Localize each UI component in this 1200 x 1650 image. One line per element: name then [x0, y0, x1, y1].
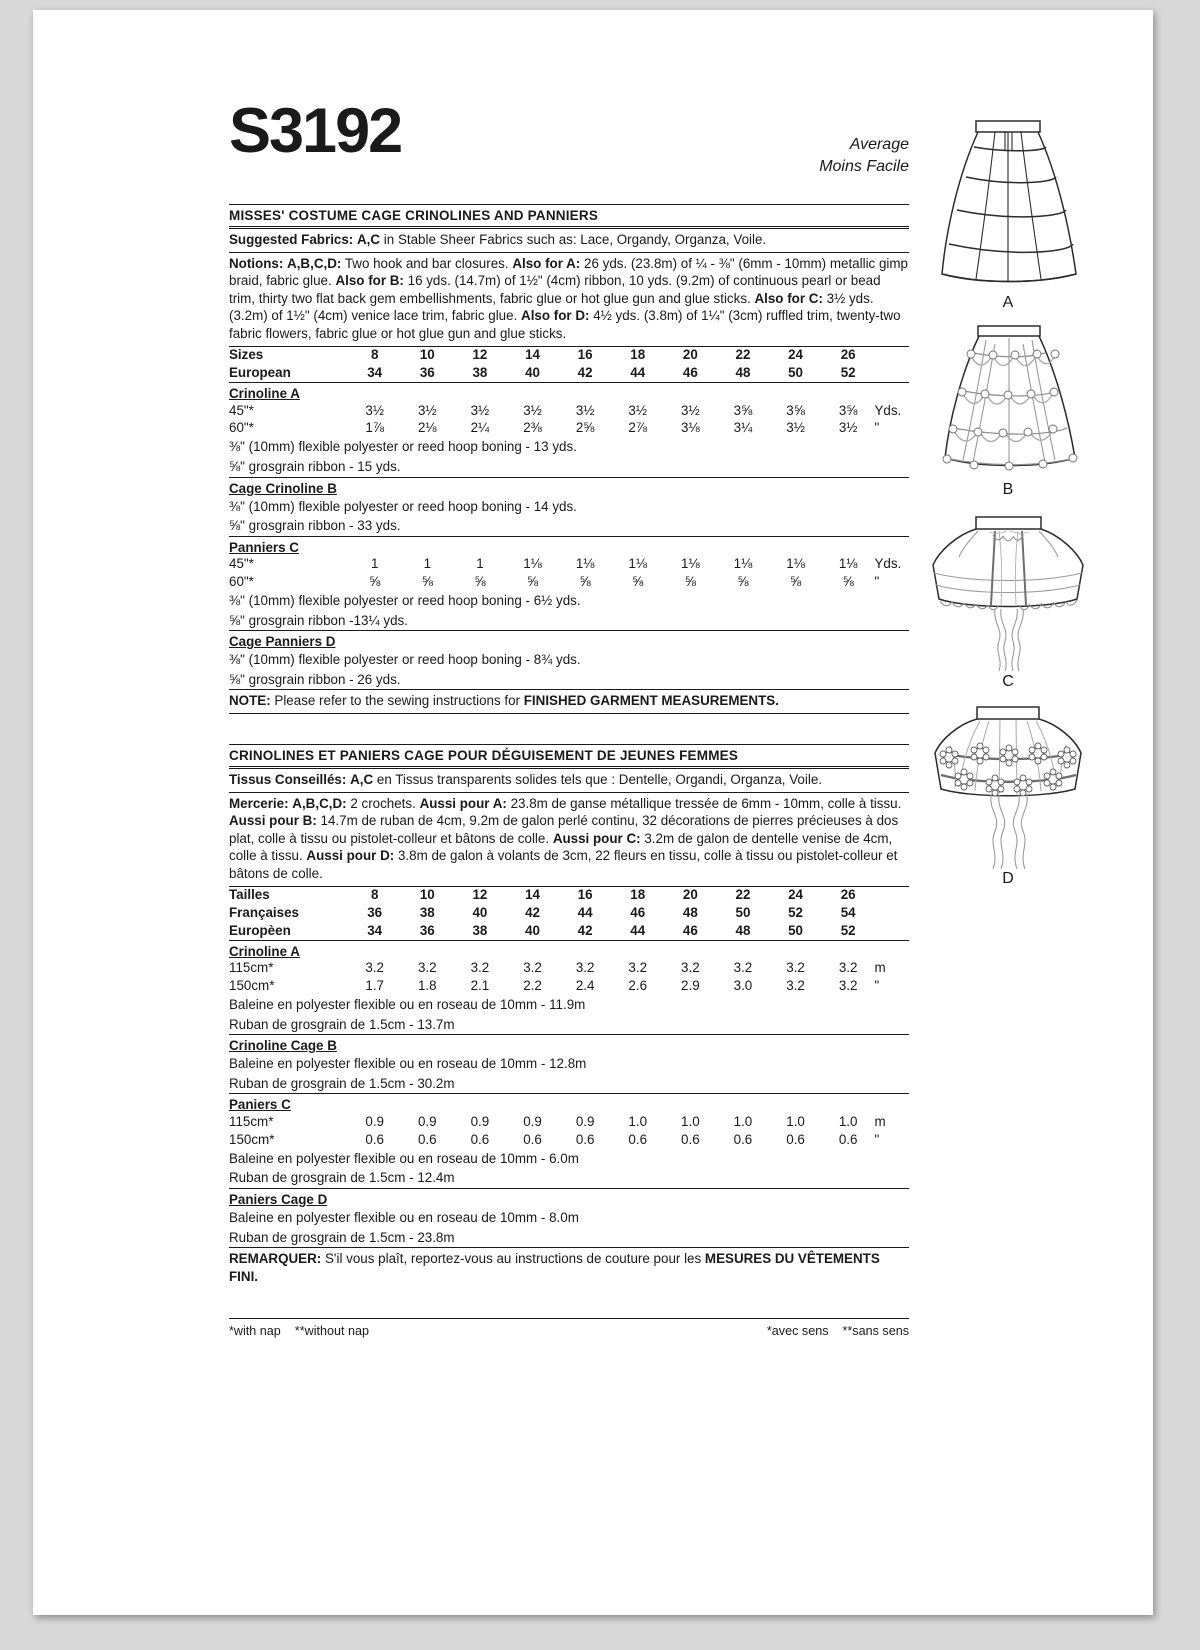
- row-value: 2.2: [523, 977, 542, 993]
- french-suggested-fabrics: [229, 769, 909, 792]
- row-value: 3.2: [786, 977, 805, 993]
- row-value: 22: [735, 887, 751, 903]
- row-label: European: [229, 364, 291, 380]
- row-value: 46: [682, 922, 698, 938]
- row-unit: [874, 364, 909, 382]
- row-value: 3½: [523, 402, 542, 418]
- row-value: 2⅛: [417, 420, 437, 436]
- row-value: 48: [735, 922, 751, 938]
- fabrics-views: A,C: [350, 772, 374, 788]
- notions-d-label: Aussi pour D:: [306, 848, 395, 864]
- row-value: 42: [577, 364, 593, 380]
- yardage-group: [229, 1189, 909, 1247]
- yardage-group: [229, 537, 909, 631]
- row-value: 44: [630, 922, 646, 938]
- group-title: Paniers Cage D: [229, 1191, 328, 1207]
- view-c: [913, 505, 1103, 691]
- row-value: 50: [788, 922, 804, 938]
- row-value: 3.2: [681, 960, 700, 976]
- row-value: 0.6: [786, 1131, 805, 1147]
- cage-crinoline-b-icon: [923, 318, 1093, 483]
- row-value: 2⅜: [523, 420, 542, 436]
- row-value: 14: [525, 347, 540, 363]
- row-value: 1.0: [838, 1114, 858, 1129]
- row-unit: [874, 347, 909, 365]
- group-note: Ruban de grosgrain de 1.5cm - 12.4m: [229, 1170, 455, 1186]
- row-value: 38: [472, 922, 488, 938]
- notions-c-label: Also for C:: [754, 290, 823, 306]
- notions-views: A,B,C,D:: [287, 255, 342, 271]
- notions-text: Two hook and bar closures.: [344, 255, 509, 271]
- group-title: Crinoline A: [229, 943, 300, 959]
- yardage-group: [229, 941, 909, 1035]
- yardage-group: [229, 631, 909, 689]
- french-size-table: [229, 887, 909, 940]
- row-value: 38: [472, 364, 488, 380]
- row-value: 0.6: [575, 1131, 595, 1147]
- row-value: 0.6: [628, 1131, 648, 1147]
- row-value: ⅝: [474, 573, 486, 589]
- group-title: Paniers C: [229, 1097, 291, 1113]
- notions-a-label: Also for A:: [512, 255, 581, 271]
- notions-d-text: 4½ yds. (3.8m) of 1¼" (3cm) ruffled trim, twenty-two fabric flowers, fabric glue or hot glue gun and glue sticks.: [229, 308, 901, 341]
- notions-a-text: 23.8m de ganse métallique tressée de 6mm - 10mm, colle à tissu.: [510, 795, 902, 811]
- row-value: 1: [370, 556, 379, 572]
- row-unit: [874, 887, 909, 905]
- row-unit: Yds.: [874, 556, 902, 572]
- notions-d-label: Also for D:: [521, 308, 590, 324]
- notions-text: 2 crochets.: [350, 795, 416, 811]
- measurement-row: [229, 402, 909, 420]
- row-value: 1.0: [733, 1114, 753, 1129]
- french-title: CRINOLINES ET PANIERS CAGE POUR DÉGUISEMENT DE JEUNES FEMMES: [229, 748, 739, 764]
- french-note: [229, 1248, 909, 1288]
- row-value: 36: [367, 904, 383, 920]
- row-value: 34: [367, 922, 383, 938]
- row-value: 48: [682, 904, 698, 920]
- row-value: 3.2: [628, 960, 648, 976]
- english-yardage-groups: [229, 382, 909, 690]
- row-label: 115cm*: [229, 1114, 274, 1129]
- row-value: 16: [577, 887, 593, 903]
- row-value: 0.9: [470, 1114, 490, 1129]
- group-note: Baleine en polyester flexible ou en roseau de 10mm - 11.9m: [229, 997, 586, 1013]
- notions-b-text: 14.7m de ruban de 4cm, 9.2m de galon perlé continu, 32 décorations de pierres précieuses à dos plat, colle à tissu ou pistolet-colleur et bâtons de colle.: [229, 813, 899, 846]
- row-value: 48: [735, 364, 751, 380]
- row-value: 3½: [417, 402, 437, 418]
- row-value: 0.6: [417, 1131, 437, 1147]
- notions-b-text: 16 yds. (14.7m) of 1½" (4cm) ribbon, 10 yds. (9.2m) of continuous pearl or bead trim, thirty two flat back gem embellishments, fabric glue or hot glue gun and glue sticks.: [229, 273, 881, 306]
- row-value: 2⅞: [628, 420, 648, 436]
- measurement-row: [229, 922, 909, 940]
- row-value: 12: [472, 887, 488, 903]
- row-unit: [874, 904, 909, 922]
- pattern-envelope-back: [33, 10, 1153, 1615]
- row-value: 1⅛: [575, 556, 595, 572]
- yardage-table: [229, 402, 909, 437]
- row-value: 34: [367, 364, 383, 380]
- measurement-row: [229, 1131, 909, 1149]
- row-value: 3.2: [365, 960, 384, 976]
- row-value: 2¼: [470, 420, 490, 436]
- difficulty-french: Moins Facile: [819, 157, 909, 175]
- row-value: 40: [525, 364, 540, 380]
- view-b: [913, 318, 1103, 499]
- row-value: ⅝: [369, 573, 381, 589]
- view-illustrations: [913, 106, 1103, 894]
- row-value: 24: [788, 347, 804, 363]
- row-value: 3.2: [523, 960, 542, 976]
- row-value: 3⅝: [786, 402, 805, 418]
- group-title: Crinoline Cage B: [229, 1038, 337, 1054]
- row-value: ⅝: [579, 573, 591, 589]
- row-label: 60"*: [229, 420, 254, 436]
- notions-a-label: Aussi pour A:: [419, 795, 507, 811]
- row-value: 3.2: [575, 960, 595, 976]
- group-note: Ruban de grosgrain de 1.5cm - 13.7m: [229, 1016, 455, 1032]
- measurement-row: [229, 977, 909, 995]
- row-value: 2.9: [681, 977, 700, 993]
- notions-a-text: 26 yds. (23.8m) of ¼ - ⅜" (6mm - 10mm) metallic gimp braid, fabric glue.: [229, 255, 908, 289]
- row-value: 2⅝: [575, 420, 595, 436]
- row-value: 3.2: [838, 977, 858, 993]
- row-value: 3¼: [733, 420, 753, 436]
- group-note: Baleine en polyester flexible ou en roseau de 10mm - 6.0m: [229, 1150, 579, 1166]
- yardage-table: [229, 556, 909, 591]
- measurement-row: [229, 887, 909, 905]
- row-value: 1⅛: [523, 556, 542, 572]
- row-unit: ": [874, 1131, 880, 1147]
- view-c-letter: C: [1002, 673, 1014, 690]
- row-value: 18: [630, 347, 646, 363]
- row-value: 0.9: [523, 1114, 542, 1129]
- group-note: Baleine en polyester flexible ou en roseau de 10mm - 8.0m: [229, 1209, 579, 1225]
- yardage-group: [229, 1035, 909, 1093]
- english-note: [229, 690, 909, 713]
- group-title: Cage Crinoline B: [229, 480, 337, 496]
- row-value: 3⅝: [733, 402, 753, 418]
- row-value: 2.1: [470, 977, 490, 993]
- panniers-c-icon: [919, 505, 1097, 675]
- group-note: ⅝" grosgrain ribbon -13¼ yds.: [229, 612, 408, 628]
- french-yardage-groups: [229, 940, 909, 1248]
- row-value: 24: [788, 887, 804, 903]
- row-value: 44: [630, 364, 646, 380]
- row-value: 3.0: [733, 977, 753, 993]
- notions-b-label: Aussi pour B:: [229, 813, 317, 829]
- row-value: 20: [682, 887, 698, 903]
- row-label: 60"*: [229, 573, 254, 589]
- row-label: Europèen: [229, 922, 291, 938]
- row-label: Tailles: [229, 887, 270, 903]
- row-value: 1⅛: [681, 556, 700, 572]
- fabrics-label: Tissus Conseillés:: [229, 772, 347, 788]
- row-value: 14: [525, 887, 540, 903]
- row-value: 12: [472, 347, 488, 363]
- group-note: Ruban de grosgrain de 1.5cm - 30.2m: [229, 1075, 455, 1091]
- fabrics-label: Suggested Fabrics:: [229, 232, 354, 247]
- row-value: 20: [682, 347, 698, 363]
- row-value: 8: [370, 887, 379, 903]
- row-value: ⅝: [789, 573, 802, 589]
- row-value: 8: [370, 347, 379, 363]
- yardage-group: [229, 1094, 909, 1188]
- row-unit: ": [874, 977, 880, 993]
- group-note: Baleine en polyester flexible ou en roseau de 10mm - 12.8m: [229, 1056, 587, 1072]
- row-value: 1: [423, 556, 432, 572]
- row-value: 1⅛: [786, 556, 805, 572]
- row-value: 0.6: [523, 1131, 542, 1147]
- row-value: 0.6: [681, 1131, 700, 1147]
- note-bold: MESURES DU VÊTEMENTS FINI.: [229, 1251, 880, 1284]
- group-note: Ruban de grosgrain de 1.5cm - 23.8m: [229, 1229, 455, 1245]
- measurement-row: [229, 904, 909, 922]
- cage-crinoline-a-icon: [928, 106, 1088, 296]
- row-value: 3½: [838, 420, 858, 436]
- row-value: 10: [419, 347, 435, 363]
- view-a: [913, 106, 1103, 312]
- row-value: 2.4: [575, 977, 595, 993]
- row-value: 46: [682, 364, 698, 380]
- row-value: ⅝: [684, 573, 696, 589]
- header: [229, 96, 909, 204]
- row-unit: ": [874, 420, 880, 436]
- group-note: ⅜" (10mm) flexible polyester or reed hoop boning - 14 yds.: [229, 498, 577, 514]
- row-value: 3.2: [417, 960, 437, 976]
- row-value: 26: [840, 347, 856, 363]
- view-a-letter: A: [1002, 294, 1014, 311]
- view-b-letter: B: [1002, 481, 1014, 498]
- row-unit: ": [874, 573, 880, 589]
- view-d-letter: D: [1002, 870, 1014, 887]
- row-label: 45"*: [229, 402, 254, 418]
- row-label: Sizes: [229, 347, 264, 363]
- row-value: 1⅛: [733, 556, 753, 572]
- row-value: 3½: [470, 402, 490, 418]
- row-value: 2.6: [628, 977, 648, 993]
- row-value: 0.6: [365, 1131, 384, 1147]
- group-title: Crinoline A: [229, 385, 300, 401]
- yardage-group: [229, 478, 909, 536]
- row-unit: m: [874, 960, 886, 976]
- row-value: 3.2: [838, 960, 858, 976]
- row-value: 3⅝: [838, 402, 858, 418]
- row-value: 0.9: [575, 1114, 595, 1129]
- row-value: 0.9: [417, 1114, 437, 1129]
- measurement-row: [229, 347, 909, 365]
- english-notions: [229, 253, 909, 346]
- row-value: 26: [840, 887, 856, 903]
- english-size-table: [229, 347, 909, 382]
- yardage-group: [229, 383, 909, 477]
- row-value: 0.6: [733, 1131, 753, 1147]
- row-label: 115cm*: [229, 960, 274, 976]
- row-value: 3½: [365, 402, 384, 418]
- row-value: 3½: [628, 402, 648, 418]
- notions-c-text: 3.2m de galon de dentelle venise de 4cm, colle à tissu.: [229, 830, 893, 864]
- fabrics-text: in Stable Sheer Fabrics such as: Lace, Organdy, Organza, Voile.: [383, 232, 767, 247]
- row-value: 40: [472, 904, 488, 920]
- row-value: 44: [577, 904, 593, 920]
- pattern-number: S3192: [229, 96, 402, 166]
- group-note: ⅜" (10mm) flexible polyester or reed hoop boning - 6½ yds.: [229, 593, 581, 609]
- fabrics-views: A,C: [357, 232, 381, 247]
- group-note: ⅝" grosgrain ribbon - 33 yds.: [229, 518, 401, 534]
- row-value: 52: [840, 364, 856, 380]
- row-value: 36: [419, 364, 435, 380]
- row-value: 1: [476, 556, 484, 572]
- note-text: Please refer to the sewing instructions for: [274, 693, 521, 709]
- row-value: 18: [630, 887, 646, 903]
- row-label: 45"*: [229, 556, 254, 572]
- row-value: 1⅞: [365, 420, 384, 436]
- row-value: 3½: [681, 402, 700, 418]
- measurement-row: [229, 573, 909, 591]
- yardage-table: [229, 1113, 909, 1148]
- note-label: REMARQUER:: [229, 1251, 322, 1267]
- row-value: 3½: [786, 420, 805, 436]
- row-value: 1.0: [681, 1114, 700, 1129]
- row-value: 1⅛: [628, 556, 648, 572]
- row-value: 36: [419, 922, 435, 938]
- row-unit: m: [874, 1114, 886, 1129]
- row-value: 42: [577, 922, 593, 938]
- measurement-row: [229, 960, 909, 978]
- difficulty-rating: [819, 134, 909, 177]
- french-notions: [229, 793, 909, 886]
- group-note: ⅜" (10mm) flexible polyester or reed hoop boning - 13 yds.: [229, 439, 577, 455]
- english-suggested-fabrics: [229, 229, 909, 252]
- note-label: NOTE:: [229, 693, 271, 709]
- group-note: ⅝" grosgrain ribbon - 15 yds.: [229, 458, 401, 474]
- row-value: 52: [788, 904, 804, 920]
- difficulty-english: Average: [849, 136, 909, 153]
- notions-views: A,B,C,D:: [292, 795, 347, 811]
- english-title: MISSES' COSTUME CAGE CRINOLINES AND PANNIERS: [229, 208, 599, 223]
- row-value: 3.2: [786, 960, 805, 976]
- note-bold: FINISHED GARMENT MEASUREMENTS.: [523, 693, 779, 709]
- nap-footnote-english: *with nap **without nap: [229, 1324, 370, 1339]
- row-value: ⅝: [632, 573, 644, 589]
- row-value: 1⅛: [838, 556, 858, 572]
- row-unit: Yds.: [874, 402, 902, 418]
- row-value: 1.8: [417, 977, 437, 993]
- row-value: 50: [788, 364, 804, 380]
- measurement-row: [229, 1113, 909, 1131]
- measurement-row: [229, 420, 909, 438]
- group-title: Cage Panniers D: [229, 634, 336, 650]
- row-label: 150cm*: [229, 1131, 275, 1147]
- notions-d-text: 3.8m de galon à volants de 3cm, 22 fleurs en tissu, colle à tissu ou pistolet-colleur et bâtons de colle.: [229, 848, 898, 881]
- row-value: 54: [840, 904, 856, 920]
- view-d: [913, 697, 1103, 888]
- row-value: 3.2: [733, 960, 753, 976]
- row-value: ⅝: [421, 573, 433, 589]
- row-value: 42: [525, 904, 540, 920]
- row-value: 1.0: [628, 1114, 648, 1129]
- nap-footnote: [229, 1319, 909, 1338]
- row-value: 10: [419, 887, 435, 903]
- row-value: 0.9: [365, 1114, 384, 1129]
- row-unit: [874, 922, 909, 940]
- measurement-row: [229, 556, 909, 574]
- measurement-row: [229, 364, 909, 382]
- row-value: 46: [630, 904, 646, 920]
- nap-footnote-french: *avec sens **sans sens: [766, 1324, 909, 1339]
- row-value: ⅝: [526, 573, 539, 589]
- row-value: 1.7: [365, 977, 384, 993]
- row-label: Françaises: [229, 904, 299, 920]
- notions-c-text: 3½ yds. (3.2m) of 1½" (4cm) venice lace trim, fabric glue.: [229, 290, 874, 324]
- notions-label: Notions:: [229, 255, 284, 271]
- row-value: 50: [735, 904, 751, 920]
- row-value: 38: [419, 904, 435, 920]
- note-text: S'il vous plaît, reportez-vous au instructions de couture pour les: [324, 1251, 702, 1267]
- row-label: 150cm*: [229, 977, 275, 993]
- row-value: ⅝: [842, 573, 854, 589]
- row-value: 3½: [575, 402, 595, 418]
- notions-c-label: Aussi pour C:: [552, 830, 641, 846]
- cage-panniers-d-icon: [919, 697, 1097, 872]
- fabrics-text: en Tissus transparents solides tels que : Dentelle, Organdi, Organza, Voile.: [376, 772, 822, 788]
- row-value: 0.6: [838, 1131, 858, 1147]
- row-value: 3.2: [470, 960, 490, 976]
- row-value: 1.0: [786, 1114, 805, 1129]
- row-value: 52: [840, 922, 856, 938]
- row-value: 40: [525, 922, 540, 938]
- group-title: Panniers C: [229, 539, 299, 555]
- pattern-info-sheet: [229, 96, 909, 1338]
- row-value: 16: [577, 347, 593, 363]
- yardage-table: [229, 960, 909, 995]
- group-note: ⅜" (10mm) flexible polyester or reed hoop boning - 8¾ yds.: [229, 652, 581, 668]
- row-value: 0.6: [470, 1131, 490, 1147]
- row-value: 3⅛: [681, 420, 700, 436]
- group-note: ⅝" grosgrain ribbon - 26 yds.: [229, 671, 401, 687]
- row-value: 22: [735, 347, 751, 363]
- notions-label: Mercerie:: [229, 795, 289, 811]
- row-value: ⅝: [737, 573, 749, 589]
- notions-b-label: Also for B:: [335, 273, 404, 289]
